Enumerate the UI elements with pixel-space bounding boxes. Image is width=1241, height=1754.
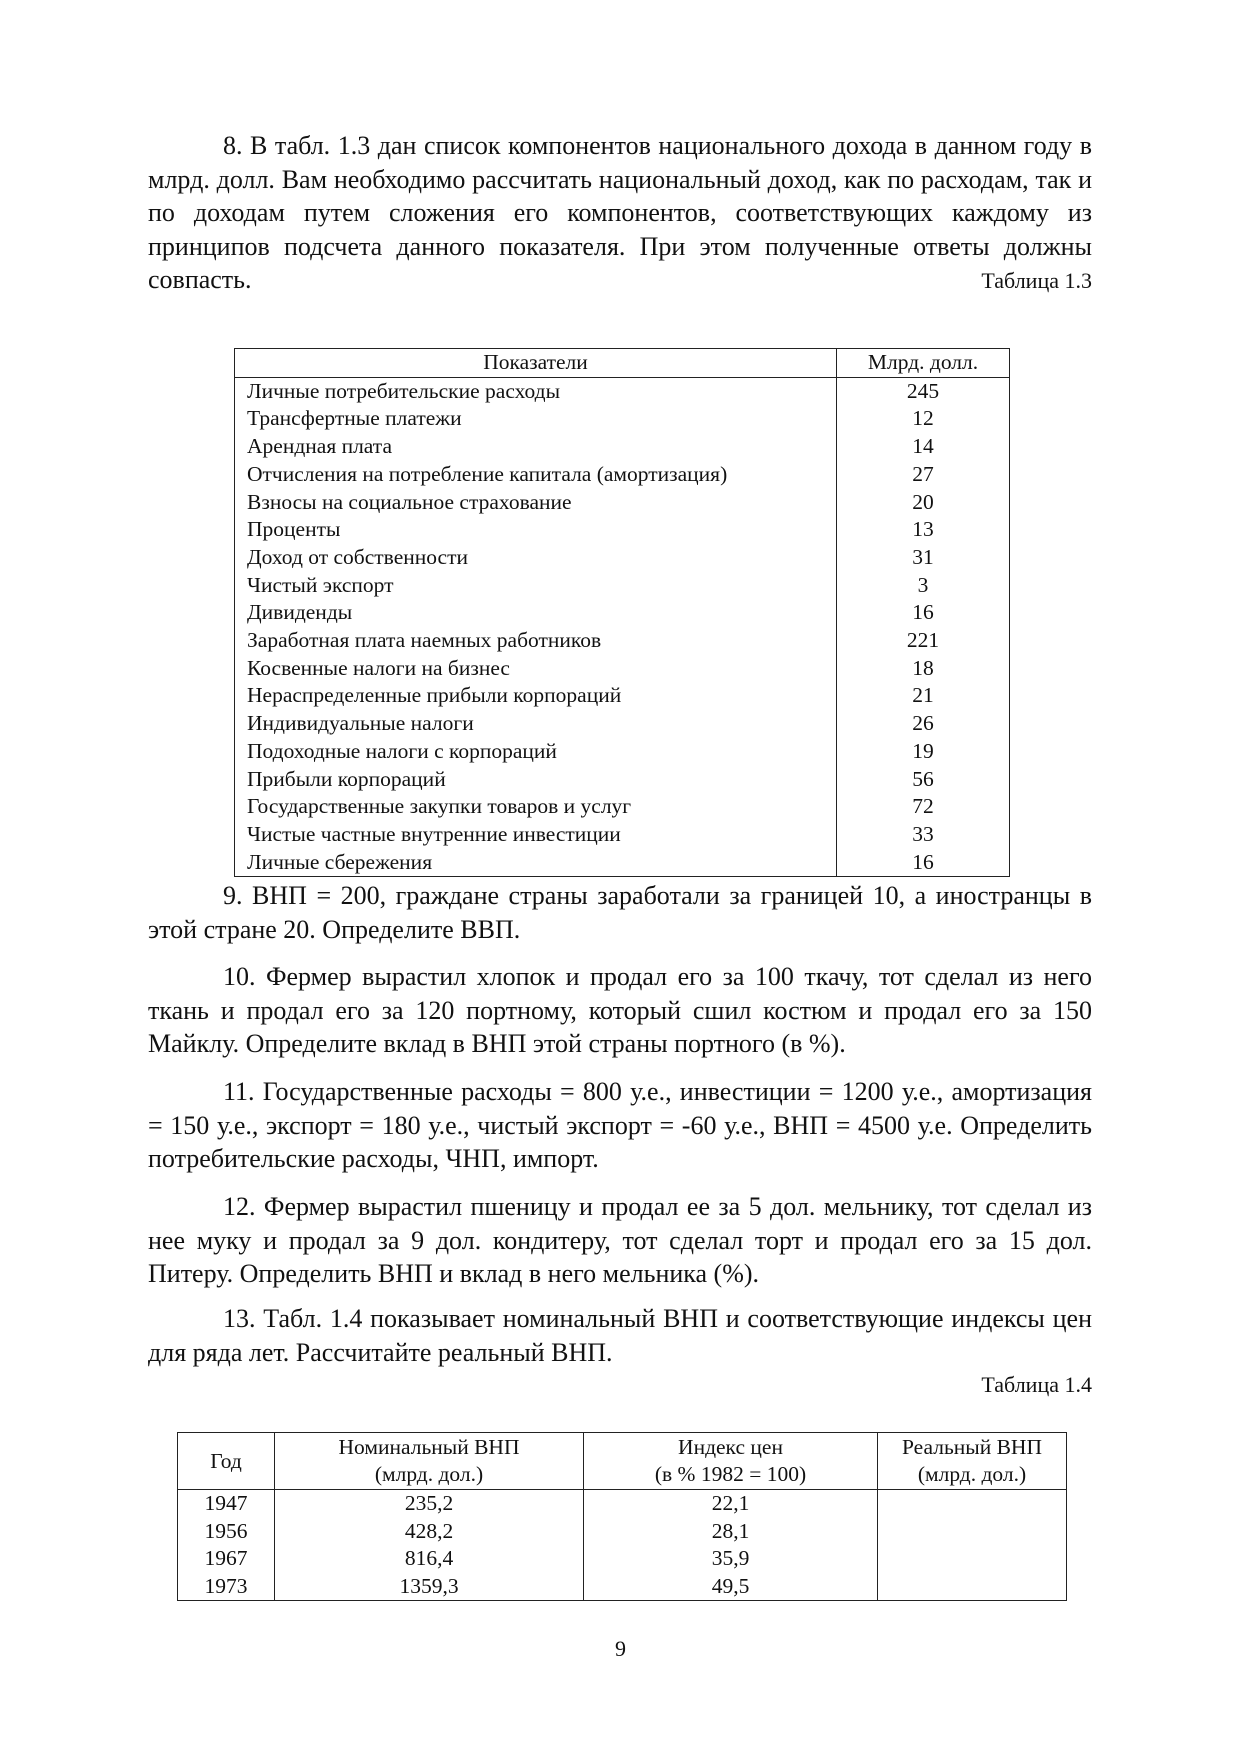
indicator-label: Прибыли корпораций: [235, 766, 837, 794]
price-index-cell: 28,1: [584, 1518, 878, 1546]
nominal-gnp-cell: 235,2: [275, 1490, 584, 1518]
table-1-3: [234, 348, 1010, 877]
nominal-gnp-cell: 1359,3: [275, 1573, 584, 1601]
real-gnp-cell: [878, 1545, 1067, 1573]
indicator-value: 221: [837, 627, 1010, 655]
table-row: [235, 599, 1010, 627]
problem-12-text: 12. Фермер вырастил пшеницу и продал ее за 5 дол. мельнику, тот сделал из нее муку и продал за 9 дол. кондитеру, тот сделал торт и продал его за 15 дол. Питеру. Определить ВНП и вклад в него мельника (%).: [148, 1192, 1092, 1288]
column-header-nominal-gnp: [275, 1433, 584, 1490]
indicator-label: Государственные закупки товаров и услуг: [235, 793, 837, 821]
table-header-row: [178, 1433, 1067, 1490]
indicator-value: 72: [837, 793, 1010, 821]
indicator-value: 26: [837, 710, 1010, 738]
indicator-label: Трансфертные платежи: [235, 405, 837, 433]
table-1-3-caption: Таблица 1.3: [981, 268, 1092, 293]
header-line: (млрд. дол.): [917, 1462, 1027, 1486]
problem-9-text: 9. ВНП = 200, граждане страны заработали за границей 10, а иностранцы в этой стране 20. Определите ВВП.: [148, 881, 1092, 944]
indicator-value: 20: [837, 489, 1010, 517]
table-row: [235, 516, 1010, 544]
indicator-label: Взносы на социальное страхование: [235, 489, 837, 517]
year-cell: 1947: [178, 1490, 275, 1518]
indicator-value: 31: [837, 544, 1010, 572]
indicator-label: Чистые частные внутренние инвестиции: [235, 821, 837, 849]
table-1-4: [177, 1432, 1067, 1601]
table-row: [235, 405, 1010, 433]
column-header-real-gnp: [878, 1433, 1067, 1490]
table-row: [235, 793, 1010, 821]
table-row: [235, 655, 1010, 683]
indicator-label: Арендная плата: [235, 433, 837, 461]
indicator-label: Отчисления на потребление капитала (амортизация): [235, 461, 837, 489]
header-line: (в % 1982 = 100): [654, 1462, 807, 1486]
indicator-value: 16: [837, 849, 1010, 877]
indicator-value: 13: [837, 516, 1010, 544]
table-row: [235, 572, 1010, 600]
table-row: [235, 821, 1010, 849]
indicator-label: Подоходные налоги с корпораций: [235, 738, 837, 766]
price-index-cell: 22,1: [584, 1490, 878, 1518]
header-line: Индекс цен: [678, 1435, 783, 1459]
indicator-value: 14: [837, 433, 1010, 461]
real-gnp-cell: [878, 1573, 1067, 1601]
table-row: [235, 710, 1010, 738]
price-index-cell: 35,9: [584, 1545, 878, 1573]
indicator-label: Проценты: [235, 516, 837, 544]
table-row: [235, 738, 1010, 766]
indicator-value: 19: [837, 738, 1010, 766]
indicator-value: 33: [837, 821, 1010, 849]
year-cell: 1967: [178, 1545, 275, 1573]
nominal-gnp-cell: 816,4: [275, 1545, 584, 1573]
table-row: [235, 849, 1010, 877]
indicator-value: 21: [837, 682, 1010, 710]
indicator-value: 56: [837, 766, 1010, 794]
indicator-label: Косвенные налоги на бизнес: [235, 655, 837, 683]
header-line: (млрд. дол.): [374, 1462, 484, 1486]
real-gnp-cell: [878, 1518, 1067, 1546]
indicator-label: Нераспределенные прибыли корпораций: [235, 682, 837, 710]
table-header-row: [235, 349, 1010, 378]
indicator-value: 245: [837, 377, 1010, 405]
column-header-price-index: [584, 1433, 878, 1490]
table-row: [235, 544, 1010, 572]
problem-8-text: 8. В табл. 1.3 дан список компонентов национального дохода в данном году в млрд. долл. Вам необходимо рассчитать национальный доход, как по расходам, так и по доходам путем сложения его компонентов, соответствующих каждому из принципов подсчета данного показателя. При этом полученные ответы должны совпасть.: [148, 131, 1092, 294]
indicator-label: Чистый экспорт: [235, 572, 837, 600]
page-number: 9: [615, 1636, 626, 1661]
header-line: Год: [210, 1448, 242, 1473]
table-row: [178, 1573, 1067, 1601]
problem-10-text: 10. Фермер вырастил хлопок и продал его за 100 ткачу, тот сделал из него ткань и продал его за 120 портному, который сшил костюм и продал его за 150 Майклу. Определите вклад в ВНП этой страны портного (в %).: [148, 962, 1092, 1058]
indicator-value: 12: [837, 405, 1010, 433]
header-line: Номинальный ВНП: [338, 1435, 520, 1459]
problem-11-text: 11. Государственные расходы = 800 у.е., инвестиции = 1200 у.е., амортизация = 150 у.е., экспорт = 180 у.е., чистый экспорт = -60 у.е., ВНП = 4500 у.е. Определить потребительские расходы, ЧНП, импорт.: [148, 1077, 1092, 1173]
indicator-label: Заработная плата наемных работников: [235, 627, 837, 655]
indicator-label: Индивидуальные налоги: [235, 710, 837, 738]
nominal-gnp-cell: 428,2: [275, 1518, 584, 1546]
table-row: [235, 377, 1010, 405]
table-row: [235, 433, 1010, 461]
problem-13-text: 13. Табл. 1.4 показывает номинальный ВНП и соответствующие индексы цен для ряда лет. Рассчитайте реальный ВНП.: [148, 1304, 1092, 1367]
column-header-indicator: Показатели: [235, 349, 837, 378]
indicator-label: Личные сбережения: [235, 849, 837, 877]
indicator-value: 27: [837, 461, 1010, 489]
table-row: [235, 461, 1010, 489]
year-cell: 1973: [178, 1573, 275, 1601]
column-header-value: Млрд. долл.: [837, 349, 1010, 378]
indicator-label: Доход от собственности: [235, 544, 837, 572]
indicator-value: 18: [837, 655, 1010, 683]
table-row: [235, 489, 1010, 517]
table-1-3-body: [235, 377, 1010, 877]
header-line: Реальный ВНП: [902, 1435, 1042, 1459]
table-1-4-body: [178, 1490, 1067, 1601]
table-row: [178, 1545, 1067, 1573]
real-gnp-cell: [878, 1490, 1067, 1518]
table-row: [235, 682, 1010, 710]
table-row: [235, 627, 1010, 655]
table-row: [178, 1518, 1067, 1546]
indicator-label: Личные потребительские расходы: [235, 377, 837, 405]
table-row: [178, 1490, 1067, 1518]
column-header-year: [178, 1433, 275, 1490]
indicator-value: 16: [837, 599, 1010, 627]
table-1-4-caption: Таблица 1.4: [981, 1372, 1092, 1397]
price-index-cell: 49,5: [584, 1573, 878, 1601]
indicator-value: 3: [837, 572, 1010, 600]
year-cell: 1956: [178, 1518, 275, 1546]
table-row: [235, 766, 1010, 794]
indicator-label: Дивиденды: [235, 599, 837, 627]
